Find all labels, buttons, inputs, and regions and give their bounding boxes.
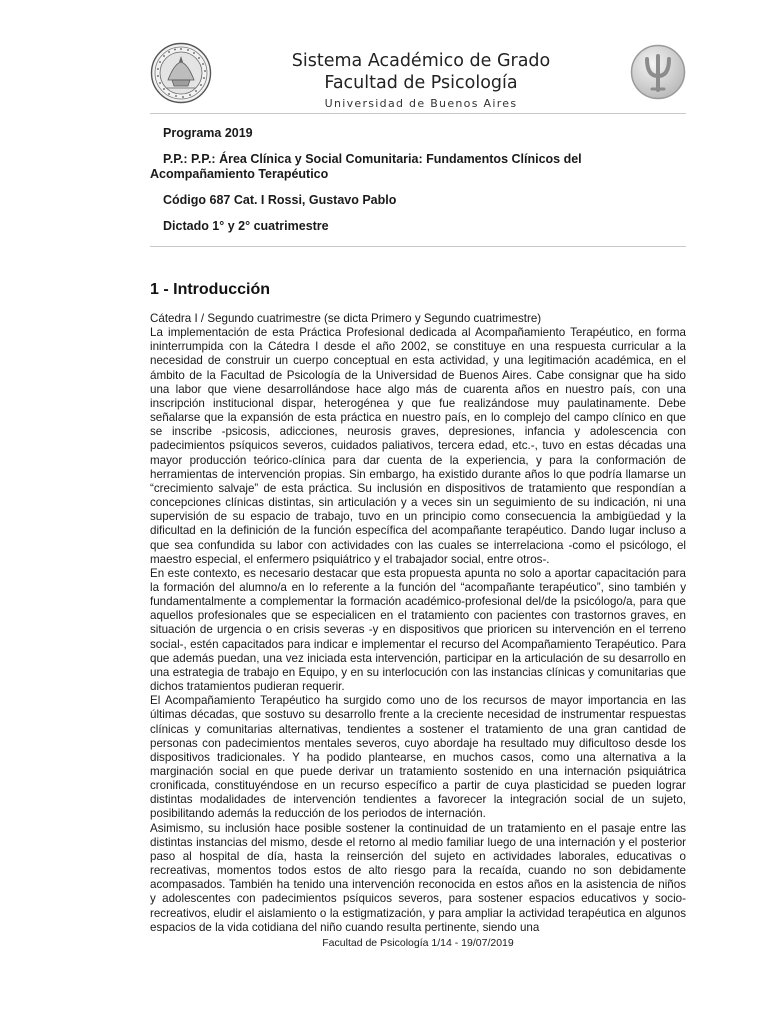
page-footer: Facultad de Psicología 1/14 - 19/07/2019 xyxy=(322,937,514,949)
paragraph: La implementación de esta Práctica Profesional dedicada al Acompañamiento Terapéutico, en forma ininterrumpida con la Cátedra I desde el año 2002, se constituye en una respuesta curricular a la necesidad de construir un cuerpo conceptual en esta actividad, y una legitimación académica, en el ámbito de la Facultad de Psicología de la Universidad de Buenos Aires. Cabe consignar que ha sido una labor que viene desarrollándose hace algo más de cuarenta años en nuestro país, con una inscripción institucional dispar, heterogénea y que fue realizándose muy paulatinamente. Debe señalarse que la expansión de esta práctica en nuestro país, en lo complejo del campo clínico en que se inscribe -psicosis, adicciones, neurosis graves, depresiones, infancia y adolescencia con padecimientos psíquicos severos, cuidados paliativos, tercera edad, etc.-, tuvo en estas décadas una mayor producción teórico-clínica para dar cuenta de la experiencia, y para la conformación de herramientas de intervención propias. Sin embargo, ha existido durante años lo que podría llamarse un “crecimiento salvaje” de esta práctica. Su inclusión en dispositivos de tratamiento que respondían a concepciones clínicas distintas, sin articulación y a veces sin un seguimiento de su indicación, ni una supervisión de su espacio de trabajo, tuvo en un principio como consecuencia la ambigüedad y la dificultad en la definición de la función específica del acompañante terapéutico. Dando lugar incluso a que sea confundida su labor con actividades con las cuales se interrelaciona -como el psicólogo, el maestro especial, el enfermero psiquiátrico y el trabajador social, entre otros-. xyxy=(150,326,686,566)
meta-divider xyxy=(150,246,686,247)
course-schedule: Dictado 1° y 2° cuatrimestre xyxy=(163,219,329,233)
header-title-block xyxy=(222,50,620,112)
faculty-name: Facultad de Psicología xyxy=(324,73,518,93)
program-year: Programa 2019 xyxy=(163,126,253,140)
course-code: Código 687 Cat. I Rossi, Gustavo Pablo xyxy=(163,193,397,207)
uba-seal-logo xyxy=(150,42,212,104)
page-header xyxy=(150,42,686,114)
paragraph: Cátedra I / Segundo cuatrimestre (se dicta Primero y Segundo cuatrimestre) xyxy=(150,312,542,325)
paragraph: Asimismo, su inclusión hace posible sostener la continuidad de un tratamiento en el pasaje entre las distintas instancias del mismo, desde el retorno al medio familiar luego de una internación y el posterior paso al hospital de día, hasta la reinserción del sujeto en actividades laborales, educativas o recreativas, momentos todos estos de alto riesgo para la recaída, cuando no son debidamente acompasados. También ha tenido una intervención reconocida en estos años en la asistencia de niños y adolescentes con padecimientos psíquicos severos, para sostener espacios educativos y socio-recreativos, eludir el aislamiento o la estigmatización, y para ampliar la actividad terapéutica en algunos espacios de la vida cotidiana del niño cuando resulta pertinente, siendo una xyxy=(150,821,686,934)
header-divider xyxy=(150,113,686,114)
introduction-body xyxy=(150,312,686,935)
course-name xyxy=(150,152,686,182)
system-title: Sistema Académico de Grado xyxy=(291,51,551,71)
psi-logo-icon xyxy=(630,44,686,100)
section-heading: 1 - Introducción xyxy=(150,281,270,298)
paragraph: En este contexto, es necesario destacar que esta propuesta apunta no solo a aportar capacitación para la formación del alumno/a en lo referente a la función del “acompañante terapéutico”, sino también y fundamentalmente a complementar la formación académico-profesional del/de la psicólogo/a, para que aquellos profesionales que se especialicen en el tratamiento con pacientes con trastornos graves, en situación de urgencia o en crisis severas -y en dispositivos que prioricen su intervención en el terreno social-, estén capacitados para indicar e implementar el recurso del Acompañamiento Terapéutico. Para que además puedan, una vez iniciada esta intervención, participar en la articulación de su desarrollo en una estrategia de trabajo en Equipo, y en su interlocución con las instancias clínicas y comunitarias que dichos tratamientos pudieran requerir. xyxy=(150,566,686,694)
paragraph: El Acompañamiento Terapéutico ha surgido como uno de los recursos de mayor importancia en las últimas décadas, que sostuvo su desarrollo frente a la creciente necesidad de instrumentar respuestas clínicas y comunitarias alternativas, tendientes a sostener el tratamiento de una gran cantidad de personas con padecimientos mentales severos, cuyo abordaje ha resultado muy dificultoso desde los dispositivos tradicionales. Y ha podido plantearse, en muchos casos, como una alternativa a la marginación social en que puede derivar un tratamiento sostenido en una internación psiquiátrica cronificada, constituyéndose en un recurso específico a partir de cuya plasticidad se pueden lograr distintas modalidades de intervención tendientes a favorecer la integración social de un sujeto, posibilitando además la reducción de los periodos de internación. xyxy=(150,694,686,821)
course-name-line2: Acompañamiento Terapéutico xyxy=(150,167,329,181)
course-name-line1: P.P.: P.P.: Área Clínica y Social Comunitaria: Fundamentos Clínicos del xyxy=(163,152,582,166)
university-name: Universidad de Buenos Aires xyxy=(324,97,518,110)
